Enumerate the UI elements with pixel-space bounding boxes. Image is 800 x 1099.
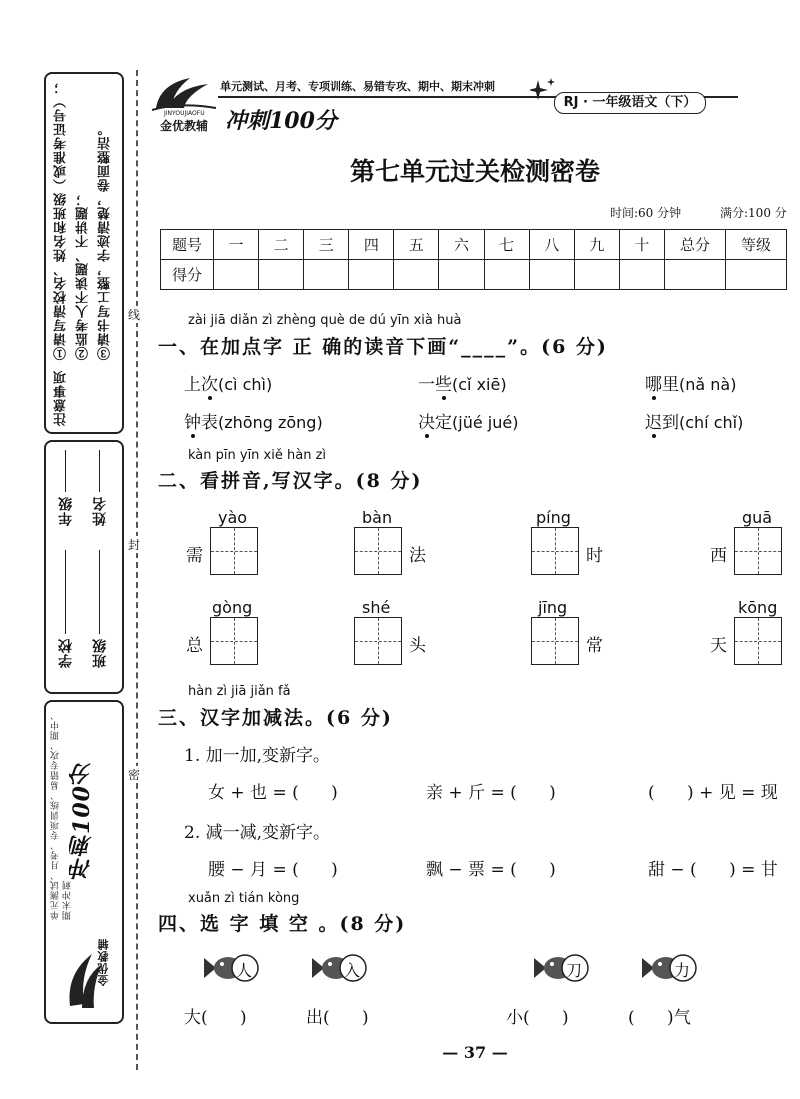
fish-option[interactable] (310, 948, 370, 988)
grid-pinyin: yào (218, 508, 248, 527)
score-header-cell: 总分 (665, 230, 726, 260)
grid-pinyin: gòng (212, 598, 253, 617)
note-2: ②监考人不读题、不讲题； (76, 192, 91, 360)
s1-dotted-char: 次 (201, 375, 218, 395)
fish-icon (310, 948, 370, 988)
section3-pinyin: hàn zì jiā jiǎn fǎ (188, 684, 291, 699)
brand-logo-icon (150, 74, 220, 114)
grid-before-char: 天 (710, 636, 727, 656)
section2-title: 二、看拼音,写汉字。(8 分) (158, 470, 423, 492)
brand-pinyin: JINYOUJIAOFU (164, 110, 205, 117)
sparkle-icon (530, 78, 556, 100)
score-row-label: 得分 (161, 260, 214, 290)
score-header-cell: 题号 (161, 230, 214, 260)
s1-char: 表 (201, 413, 218, 433)
score-cell[interactable] (394, 260, 439, 290)
student-info-box (44, 440, 124, 694)
fish-option[interactable] (532, 948, 592, 988)
section3-title: 三、汉字加减法。(6 分) (158, 707, 393, 729)
s1-options[interactable]: (cì chì) (218, 375, 273, 394)
brand-box (44, 700, 124, 1024)
page-number: — 37 — (442, 1043, 508, 1062)
tagline: 单元测试、月考、专项训练、易错专攻、期中、期末冲刺 (220, 80, 495, 93)
score-table (160, 229, 787, 290)
section1-title: 一、在加点字 正 确的读音下画“____”。(6 分) (158, 336, 608, 358)
s1-char: 里 (662, 375, 679, 395)
note-3: ③请书写工整，字迹清楚，卷面整洁。 (98, 122, 113, 360)
fish-icon (202, 948, 262, 988)
s1-char: 定 (435, 413, 452, 433)
tianzige-box[interactable] (354, 527, 402, 575)
s4-blank[interactable]: ( )气 (628, 1008, 691, 1028)
s1-options[interactable]: (chí chǐ) (679, 413, 744, 432)
s1-options[interactable]: (nǎ nà) (679, 375, 737, 394)
s3-part1-item[interactable]: 女 + 也 = ( ) (208, 783, 338, 803)
cut-line (136, 70, 138, 1070)
class-line[interactable] (99, 550, 100, 634)
s4-blank[interactable]: 大( ) (184, 1008, 247, 1028)
section4-title: 四、选 字 填 空 。(8 分) (158, 913, 407, 935)
grid-pinyin: píng (536, 508, 571, 527)
grid-pinyin: bàn (362, 508, 393, 527)
grid-after-char: 时 (586, 546, 603, 566)
section2-pinyin: kàn pīn yīn xiě hàn zì (188, 448, 326, 463)
name-line[interactable] (99, 450, 100, 492)
s3-part2-item[interactable]: 飘 − 票 = ( ) (426, 860, 556, 880)
grid-before-char: 西 (710, 546, 727, 566)
score-cell[interactable] (439, 260, 484, 290)
score-cell[interactable] (529, 260, 574, 290)
section1-pinyin: zài jiā diǎn zì zhèng què de dú yīn xià huà (188, 313, 462, 328)
s1-dotted-char: 决 (418, 413, 435, 433)
fish-char: 力 (674, 961, 691, 980)
score-header-cell: 一 (214, 230, 259, 260)
score-header-cell: 八 (529, 230, 574, 260)
score-cell[interactable] (304, 260, 349, 290)
s4-blank[interactable]: 出( ) (306, 1008, 369, 1028)
score-cell[interactable] (349, 260, 394, 290)
fish-char: 入 (344, 961, 361, 980)
s1-dotted-char: 迟 (645, 413, 662, 433)
score-header-cell: 十 (619, 230, 664, 260)
score-cell[interactable] (484, 260, 529, 290)
grade-line[interactable] (65, 450, 66, 492)
cut-char-seal: 封 (128, 538, 141, 552)
grid-after-char: 法 (409, 546, 426, 566)
s1-options[interactable]: (zhōng zōng) (218, 413, 323, 432)
grid-pinyin: guā (742, 508, 773, 527)
s3-part2-item[interactable]: 甜 − ( ) = 甘 (648, 860, 778, 880)
time-info: 时间:60 分钟 (610, 206, 682, 220)
grid-pinyin: kōng (738, 598, 778, 617)
s3-part1-item[interactable]: ( ) + 见 = 现 (648, 783, 778, 803)
school-line[interactable] (65, 550, 66, 634)
side-series: 冲刺100分 (69, 762, 95, 880)
s1-char: 一 (418, 375, 435, 395)
score-cell[interactable] (259, 260, 304, 290)
score-cell[interactable] (665, 260, 726, 290)
score-header-cell: 三 (304, 230, 349, 260)
cut-char-line: 线 (128, 308, 141, 322)
class-label: 班级 (92, 638, 108, 668)
tianzige-box[interactable] (734, 527, 782, 575)
section4-pinyin: xuǎn zì tián kòng (188, 891, 300, 906)
score-cell[interactable] (726, 260, 787, 290)
full-score: 满分:100 分 (720, 206, 787, 220)
fish-icon (532, 948, 592, 988)
fish-char: 人 (236, 961, 253, 980)
s1-dotted-char: 些 (435, 375, 452, 395)
fish-option[interactable] (202, 948, 262, 988)
score-header-row (161, 230, 787, 260)
s1-char: 上 (184, 375, 201, 395)
side-brand: 金优教辅 (97, 938, 110, 986)
score-cell[interactable] (214, 260, 259, 290)
s3-part2-item[interactable]: 腰 − 月 = ( ) (208, 860, 338, 880)
s1-dotted-char: 哪 (645, 375, 662, 395)
score-cell[interactable] (574, 260, 619, 290)
score-header-cell: 二 (259, 230, 304, 260)
fish-char: 刀 (566, 961, 583, 980)
s1-item (184, 370, 272, 395)
grid-after-char: 常 (586, 636, 603, 656)
brand-name: 金优教辅 (160, 119, 209, 133)
cut-char-secret: 密 (128, 768, 141, 782)
tianzige-box[interactable] (531, 617, 579, 665)
s3-part1-item[interactable]: 亲 + 斤 = ( ) (426, 783, 556, 803)
notes-label: 注意事项 (54, 370, 69, 426)
fish-icon (640, 948, 700, 988)
grade-label: 年级 (58, 496, 74, 526)
note-1: ①请写清校名、姓名和班级（或准考证号）； (54, 80, 69, 360)
grid-pinyin: shé (362, 598, 391, 617)
s4-blank[interactable]: 小( ) (506, 1008, 569, 1028)
school-label: 学校 (58, 638, 74, 668)
tianzige-box[interactable] (210, 527, 258, 575)
fish-option[interactable] (640, 948, 700, 988)
name-label: 姓名 (92, 496, 108, 526)
s3-part2-label: 2. 减一减,变新字。 (184, 823, 331, 843)
score-header-cell: 六 (439, 230, 484, 260)
notes-box (44, 72, 124, 434)
tianzige-box[interactable] (734, 617, 782, 665)
s1-item (184, 408, 323, 433)
score-row (161, 260, 787, 290)
tianzige-box[interactable] (531, 527, 579, 575)
s1-item (418, 408, 518, 433)
grid-after-char: 头 (409, 636, 426, 656)
grid-pinyin: jīng (538, 598, 568, 617)
s1-options[interactable]: (cǐ xiē) (452, 375, 507, 394)
grade-badge: RJ · 一年级语文（下） (554, 92, 706, 114)
score-header-cell: 九 (574, 230, 619, 260)
s1-item (645, 370, 736, 395)
score-cell[interactable] (619, 260, 664, 290)
tianzige-box[interactable] (354, 617, 402, 665)
score-header-cell: 四 (349, 230, 394, 260)
series-title: 冲刺100分 (225, 108, 337, 134)
s1-dotted-char: 钟 (184, 413, 201, 433)
s1-options[interactable]: (jüé jué) (452, 413, 519, 432)
grid-before-char: 总 (186, 636, 203, 656)
s1-item (418, 370, 507, 395)
s1-char: 到 (662, 413, 679, 433)
score-header-cell: 五 (394, 230, 439, 260)
page-title: 第七单元过关检测密卷 (349, 157, 600, 186)
side-tagline: 单元测试、月考、专项训练、易错专攻、期中、期末冲刺 (51, 710, 73, 920)
s3-part1-label: 1. 加一加,变新字。 (184, 746, 331, 766)
tianzige-box[interactable] (210, 617, 258, 665)
score-header-cell: 七 (484, 230, 529, 260)
grid-before-char: 需 (186, 546, 203, 566)
s1-item (645, 408, 743, 433)
score-header-cell: 等级 (726, 230, 787, 260)
